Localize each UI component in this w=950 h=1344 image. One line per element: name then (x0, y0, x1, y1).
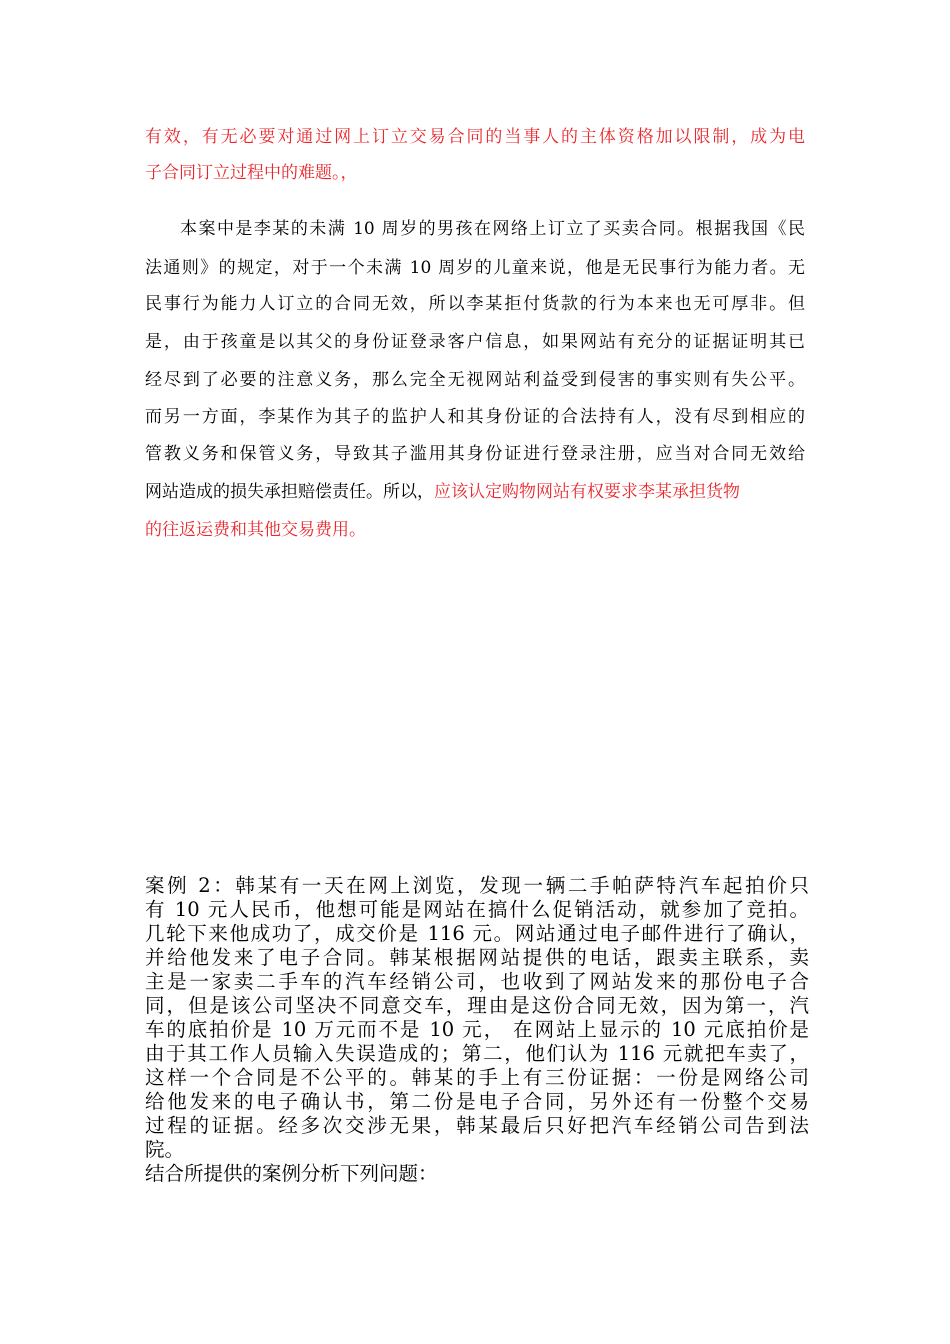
analysis-line-1: 本案中是李某的未满 10 周岁的男孩在网络上订立了买卖合同。根据我国《民 (180, 219, 805, 239)
analysis-line-3: 民事行为能力人订立的合同无效，所以李某拒付货款的行为本来也无可厚非。但 (145, 294, 805, 314)
analysis-line-4: 是，由于孩童是以其父的身份证登录客户信息，如果网站有充分的证据证明其已 (145, 332, 805, 352)
case-line-9: 这样一个合同是不公平的。韩某的手上有三份证据：一份是网络公司 (145, 1066, 809, 1089)
case-line-10: 给他发来的电子确认书，第二份是电子合同，另外还有一份整个交易 (145, 1090, 809, 1113)
analysis-line-8-black: 网站造成的损失承担赔偿责任。所以， (145, 482, 434, 502)
analysis-line-6: 而另一方面，李某作为其子的监护人和其身份证的合法持有人，没有尽到相应的 (145, 407, 805, 427)
case-question-prompt: 结合所提供的案例分析下列问题： (145, 1162, 438, 1185)
analysis-line-5: 经尽到了必要的注意义务，那么完全无视网站利益受到侵害的事实则有失公平。 (145, 370, 805, 390)
case-line-5: 主是一家卖二手车的汽车经销公司，也收到了网站发来的那份电子合 (145, 970, 809, 993)
case-line-11: 过程的证据。经多次交涉无果，韩某最后只好把汽车经销公司告到法 (145, 1114, 809, 1137)
case-line-4: 并给他发来了电子合同。韩某根据网站提供的电话，跟卖主联系，卖 (145, 946, 809, 969)
analysis-line-2: 法通则》的规定，对于一个未满 10 周岁的儿童来说，他是无民事行为能力者。无 (145, 258, 805, 278)
case-line-6: 同，但是该公司坚决不同意交车，理由是这份合同无效，因为第一，汽 (145, 994, 809, 1017)
case-line-12: 院。 (145, 1138, 185, 1161)
analysis-line-8 (145, 481, 805, 503)
case-line-2: 有 10 元人民币，他想可能是网站在搞什么促销活动，就参加了竞拍。 (145, 898, 809, 921)
case-line-3: 几轮下来他成功了，成交价是 116 元。网站通过电子邮件进行了确认， (145, 922, 809, 945)
analysis-conclusion-line-2: 的往返运费和其他交易费用。 (145, 520, 366, 540)
analysis-line-7: 管教义务和保管义务，导致其子滥用其身份证进行登录注册，应当对合同无效给 (145, 444, 805, 464)
case-line-1: 案例 2：韩某有一天在网上浏览，发现一辆二手帕萨特汽车起拍价只 (145, 874, 809, 897)
case-line-7: 车的底拍价是 10 万元而不是 10 元， 在网站上显示的 10 元底拍价是 (145, 1018, 809, 1041)
intro-line-2: 子合同订立过程中的难题。， (145, 163, 358, 183)
case-line-8: 由于其工作人员输入失误造成的；第二，他们认为 116 元就把车卖了， (145, 1042, 809, 1065)
intro-line-1: 有效，有无必要对通过网上订立交易合同的当事人的主体资格加以限制，成为电 (145, 127, 805, 147)
analysis-conclusion-highlight: 应该认定购物网站有权要求李某承担货物 (434, 482, 740, 502)
